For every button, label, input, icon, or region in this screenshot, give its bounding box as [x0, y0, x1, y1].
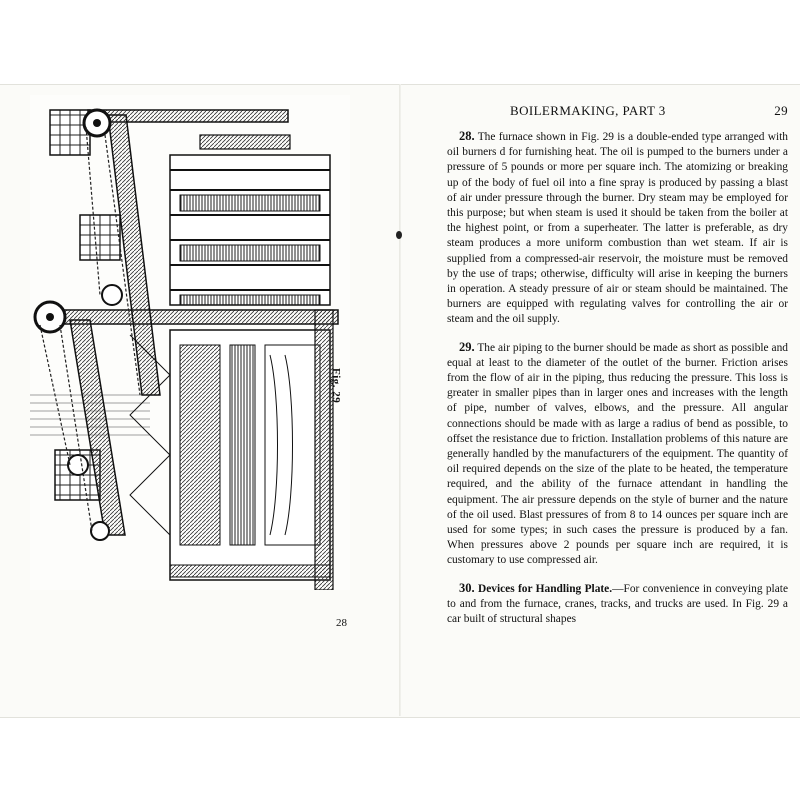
paragraph-28: [447, 129, 788, 328]
paragraph-heading: Devices for Handling Plate.: [477, 582, 613, 595]
paragraph-number: 30.: [459, 580, 475, 595]
paragraph-number: 29.: [459, 339, 475, 354]
paragraph-number: 28.: [459, 129, 475, 143]
header-title: BOILERMAKING, PART 3: [510, 103, 666, 118]
page-body: [447, 129, 788, 639]
figure-caption: Fig. 29: [330, 368, 342, 404]
left-page-number: 28: [336, 617, 347, 629]
paragraph-text: The air piping to the burner should be made as short as possible and equal at least to the diameter of the outlet of the burner. Friction arises from the flow of air in the piping, thus reducing the pressure. This loss is greater in smaller pipes than in larger ones and increases with the length of pipe, number of valves, elbows, and the pressure. All angular connections should be made with as large a radius of bend as possible, to offset the resistance due to friction. Installation problems of this nature are generally handled by the manufacturers of the equipment. The quantity of oil required depends on the size of the plate to be heated, the temperature required, and the ability of the furnace attendant in handling the equipment. The air pressure depends on the style of burner and the nature of the oil used. Blast pressures of from 8 to 14 ounces per square inch are used for some types; in such cases the pressure is produced by a fan. When pressures above 2 pounds per square inch are required, it is customary to use compressed air.: [447, 341, 788, 567]
paragraph-text: The furnace shown in Fig. 29 is a double-ended type arranged with oil burners d for furnishing heat. The oil is pumped to the burners under a pressure of 5 pounds or more per square inch. The atomizing or breaking up of the body of fuel oil into a fine spray is produced by passing a blast of air under pressure through the burner. Dry steam may be employed for this purpose; but when steam is used it should be taken from the boiler at the highest point, or from a superheater. The latter is preferable, as dry steam produces a more uniform combustion than wet steam. If air is supplied from a compressed-air reservoir, the moisture must be removed by the use of traps; otherwise, difficulty will arise in keeping the burners in operation. A steady pressure of air or steam should be maintained. The burners are equipped with regulating valves for controlling the air or steam and the oil supply.: [447, 131, 788, 326]
page-gutter: [399, 84, 401, 716]
paragraph-text: —For convenience in conveying plate to and from the furnace, cranes, tracks, and trucks are used. In Fig. 29 a car built of structural shapes: [447, 582, 788, 626]
furnace-illustration: [30, 95, 350, 590]
right-page-number: 29: [774, 103, 788, 118]
furnace-engraving: [30, 95, 350, 590]
paragraph-30: [447, 581, 788, 628]
paragraph-29: [447, 340, 788, 569]
